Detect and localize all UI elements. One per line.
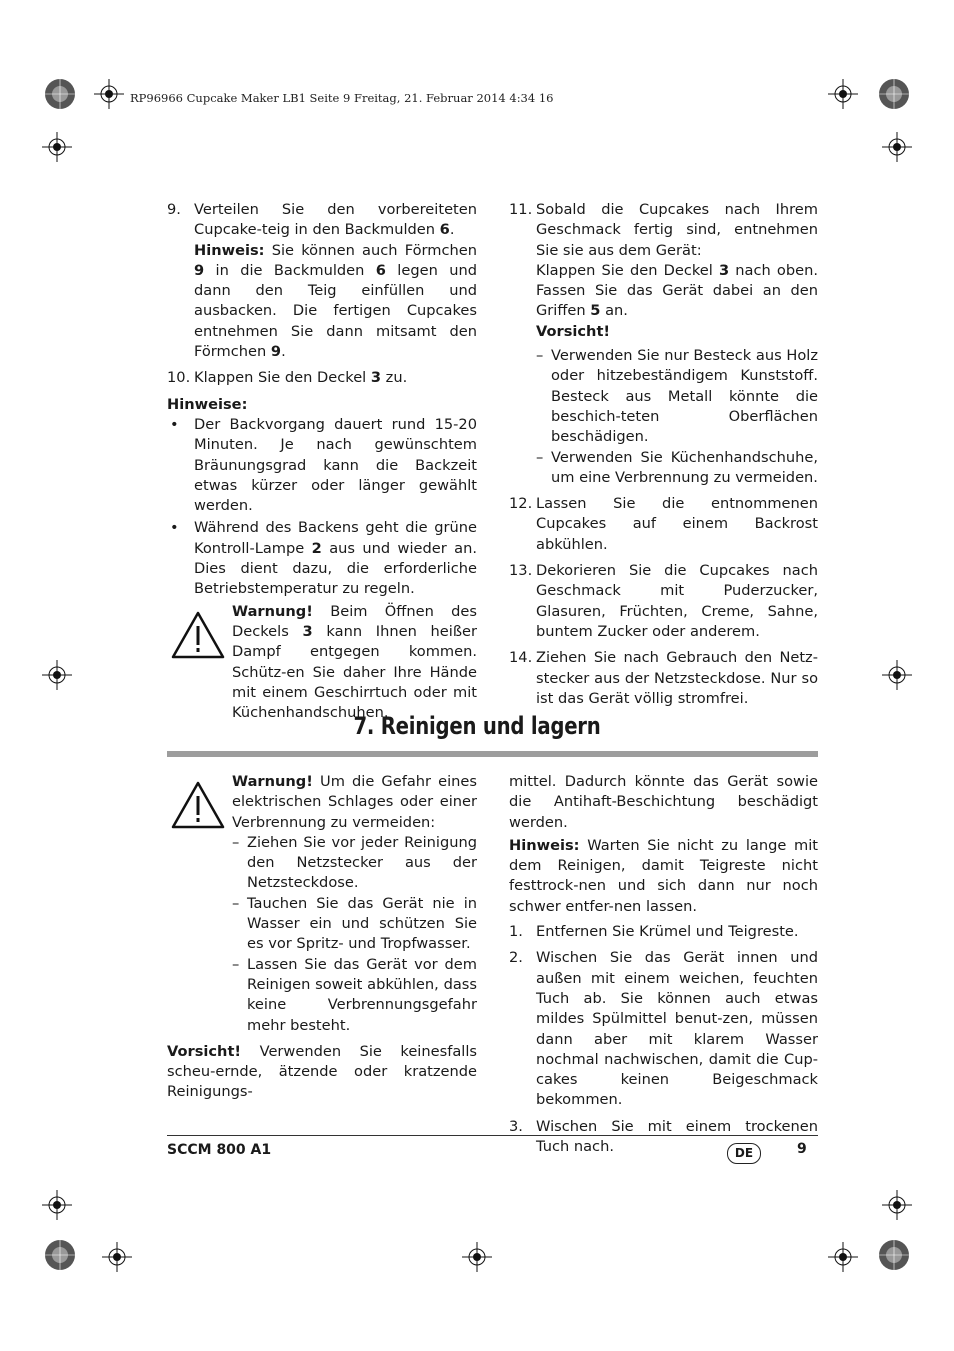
step-text: Verteilen Sie den vorbereiteten Cupcake-teig in den Backmulden bbox=[194, 201, 477, 239]
step-number: 3. bbox=[509, 1117, 523, 1135]
crosshair-mark-icon bbox=[462, 1242, 492, 1272]
hinweise-heading: Hinweise: bbox=[167, 395, 248, 413]
step-number: 11. bbox=[509, 201, 533, 218]
crosshair-mark-icon bbox=[94, 79, 124, 109]
warning-label: Warnung! bbox=[232, 773, 313, 790]
step-number: 13. bbox=[509, 562, 533, 580]
page-number: 9 bbox=[797, 1141, 807, 1157]
note-hinweis: Hinweis: Warten Sie nicht zu lange mit dem Reinigen, damit Teigreste nicht festtrock-nen und sich dann nur noch schwer entfer-nen lassen. bbox=[509, 836, 818, 915]
clean-step-1: 1. Entfernen Sie Krümel und Teigreste. bbox=[509, 922, 818, 942]
warning-triangle-icon bbox=[170, 610, 226, 660]
crosshair-mark-icon bbox=[42, 1190, 72, 1220]
footer-model: SCCM 800 A1 bbox=[167, 1142, 272, 1158]
continued-text: mittel. Dadurch könnte das Gerät sowie die Antihaft-Beschichtung beschädigt werden. bbox=[509, 773, 818, 831]
note-hinweis: Hinweis: Sie können auch Förmchen 9 in die Backmulden 6 legen und dann den Teig einfüllen und ausbacken. Die fertigen Cupcakes entnehmen Sie dann mitsamt den Förmchen 9. bbox=[194, 241, 477, 361]
step-number: 9. bbox=[167, 201, 181, 218]
crosshair-mark-icon bbox=[102, 1242, 132, 1272]
step-9: 9. Verteilen Sie den vorbereiteten Cupcake-teig in den Backmulden 6. Hinweis: Sie können auch Förmchen 9 in die Backmulden 6 legen und dann den Teig einfüllen und ausbacken. Die fertigen Cupcakes entnehmen Sie dann mitsamt den Förmchen 9. bbox=[167, 200, 477, 362]
dash-item: – Verwenden Sie nur Besteck aus Holz oder hitzebeständigem Kunststoff. Besteck aus Metall könnte die beschich-teten Oberflächen beschädigen. bbox=[536, 347, 818, 446]
step-14: 14. Ziehen Sie nach Gebrauch den Netz-stecker aus der Netzsteckdose. Nur so ist das Gerät völlig stromfrei. bbox=[509, 649, 818, 707]
part-ref: 6 bbox=[439, 221, 450, 239]
bullet-icon: • bbox=[170, 415, 179, 433]
lower-right-column bbox=[509, 772, 818, 1163]
step-13: 13. Dekorieren Sie die Cupcakes nach Geschmack mit Puderzucker, Glasuren, Früchten, Creme, Sahne, buntem Zucker oder anderem. bbox=[509, 562, 818, 640]
step-number: 1. bbox=[509, 923, 523, 941]
warning-triangle-icon bbox=[170, 780, 226, 830]
crosshair-mark-icon bbox=[882, 660, 912, 690]
step-12: 12. Lassen Sie die entnommenen Cupcakes auf einem Backrost abkühlen. bbox=[509, 495, 818, 553]
dash-item: – Lassen Sie das Gerät vor dem Reinigen soweit abkühlen, dass keine Verbrennungsgefahr mehr besteht. bbox=[232, 955, 477, 1034]
dash-item: – Verwenden Sie Küchenhandschuhe, um eine Verbrennung zu vermeiden. bbox=[536, 448, 818, 486]
clean-step-2: 2. Wischen Sie das Gerät innen und außen mit einem weichen, feuchten Tuch ab. Sie können auch etwas mildes Spülmittel benut-zen, müssen dann aber mit klarem Wasser nochmal nachwischen, damit die Cup-cakes keinen Beigeschmack bekommen. bbox=[509, 949, 818, 1109]
registration-mark-icon bbox=[40, 74, 80, 114]
vorsicht-heading: Vorsicht! bbox=[536, 322, 611, 340]
registration-mark-icon bbox=[40, 1235, 80, 1275]
step-number: 2. bbox=[509, 949, 523, 967]
dash-item: – Tauchen Sie das Gerät nie in Wasser ein und schützen Sie es vor Spritz- und Tropfwasser. bbox=[232, 894, 477, 953]
warning-block: Warnung! Um die Gefahr eines elektrischen Schlages oder einer Verbrennung zu vermeiden: – Ziehen Sie vor jeder Reinigung den Netzstecker aus der Netzsteckdose. – Tauchen Sie das Gerät nie in Wasser ein und schützen Sie es vor Spritz- und Tropfwasser. – Lassen Sie das Gerät vor dem Reinigen soweit abkühlen, dass keine Verbrennungsgefahr mehr besteht. bbox=[167, 772, 477, 1036]
crosshair-mark-icon bbox=[42, 660, 72, 690]
step-11: 11. Sobald die Cupcakes nach Ihrem Geschmack fertig sind, entnehmen Sie sie aus dem Gerät: Klappen Sie den Deckel 3 nach oben. Fassen Sie das Gerät dabei an den Griffen 5 an. Vorsicht! – Verwenden Sie nur Besteck aus Holz oder hitzebeständigem Kunststoff. Besteck aus Metall könnte die beschich-teten Oberflächen beschädigen. – Verwenden Sie Küchenhandschuhe, um eine Verbrennung zu vermeiden. bbox=[509, 200, 818, 488]
bullet-item: • Der Backvorgang dauert rund 15-20 Minuten. Je nach gewünschtem Bräunungsgrad kann die Backzeit etwas kürzer oder länger gewählt werden. bbox=[170, 415, 477, 515]
registration-mark-icon bbox=[874, 1235, 914, 1275]
crosshair-mark-icon bbox=[828, 1242, 858, 1272]
crosshair-mark-icon bbox=[882, 132, 912, 162]
section-divider bbox=[167, 751, 818, 757]
vorsicht-paragraph: Vorsicht! Verwenden Sie keinesfalls scheu-ernde, ätzende oder kratzende Reinigungs- bbox=[167, 1042, 477, 1101]
registration-mark-icon bbox=[874, 74, 914, 114]
crosshair-mark-icon bbox=[828, 79, 858, 109]
clean-step-3: 3. Wischen Sie mit einem trockenen Tuch nach. bbox=[509, 1117, 818, 1156]
step-number: 10. bbox=[167, 369, 191, 387]
section-title: 7. Reinigen und lagern bbox=[353, 712, 601, 740]
footer-rule bbox=[167, 1135, 818, 1136]
note-label: Hinweis: bbox=[194, 241, 265, 259]
warning-label: Warnung! bbox=[232, 602, 313, 620]
lower-left-column bbox=[167, 772, 477, 1103]
warning-block: Warnung! Beim Öffnen des Deckels 3 kann Ihnen heißer Dampf entgegen kommen. Schütz-en Sie daher Ihre Hände mit einem Geschirrtuch oder mit Küchenhandschuhen. bbox=[167, 602, 477, 724]
step-number: 12. bbox=[509, 495, 533, 513]
crosshair-mark-icon bbox=[42, 132, 72, 162]
bullet-icon: • bbox=[170, 519, 179, 537]
print-header: RP96966 Cupcake Maker LB1 Seite 9 Freitag, 21. Februar 2014 4:34 16 bbox=[130, 91, 554, 105]
upper-left-column bbox=[167, 200, 477, 723]
crosshair-mark-icon bbox=[882, 1190, 912, 1220]
step-10: 10. Klappen Sie den Deckel 3 zu. bbox=[167, 368, 477, 388]
bullet-item: • Während des Backens geht die grüne Kontroll-Lampe 2 aus und wieder an. Dies dient dazu, die erforderliche Betriebstemperatur zu regeln. bbox=[170, 519, 477, 598]
language-badge: DE bbox=[727, 1143, 761, 1164]
upper-right-column bbox=[509, 200, 818, 715]
step-number: 14. bbox=[509, 649, 533, 667]
dash-item: – Ziehen Sie vor jeder Reinigung den Netzstecker aus der Netzsteckdose. bbox=[232, 833, 477, 892]
